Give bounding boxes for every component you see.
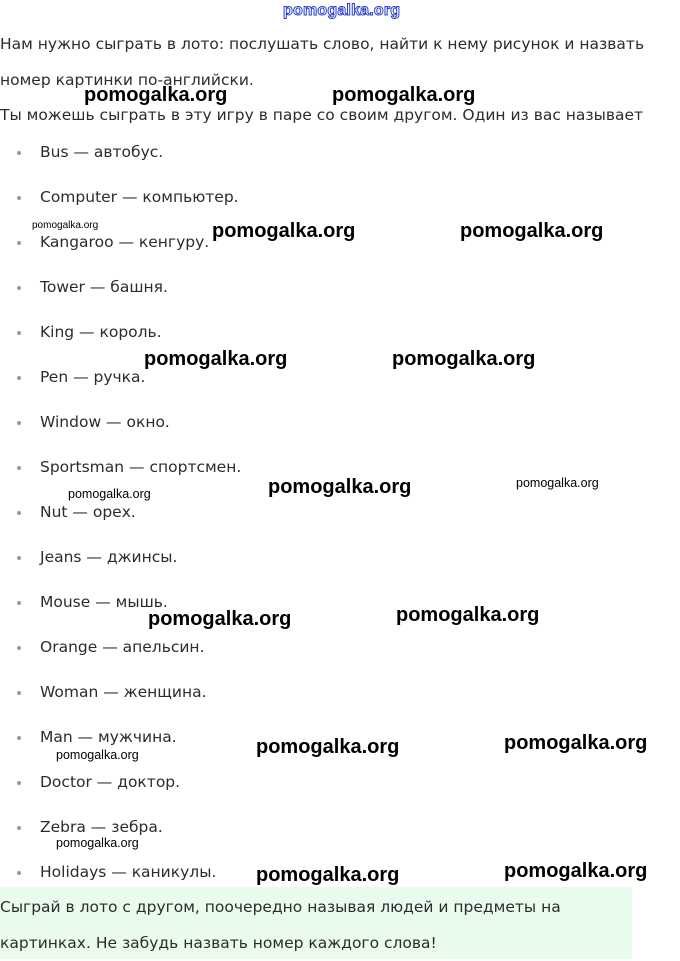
intro-paragraph: Нам нужно сыграть в лото: послушать слово, найти к нему рисунок и назвать номер картинки по-английски. [0,35,645,89]
list-item-text: Man — мужчина. [40,728,177,746]
site-watermark-header: pomogalka.org [283,2,401,19]
bullet-icon [17,556,21,560]
bullet-icon [17,871,21,875]
list-item-text: Computer — компьютер. [40,188,239,206]
watermark: pomogalka.org [392,348,536,370]
list-item-text: Pen — ручка. [40,368,146,386]
watermark: pomogalka.org [144,348,288,370]
watermark: pomogalka.org [84,84,228,106]
tip-box [0,887,632,959]
bullet-icon [17,781,21,785]
list-item-text: King — король. [40,323,162,341]
bullet-icon [17,736,21,740]
list-item-text: Sportsman — спортсмен. [40,458,242,476]
watermark: pomogalka.org [256,736,400,758]
list-item-text: Window — окно. [40,413,170,431]
list-item-text: Woman — женщина. [40,683,207,701]
watermark: pomogalka.org [56,836,139,850]
watermark: pomogalka.org [504,860,648,882]
list-item-text: Orange — апельсин. [40,638,205,656]
bullet-icon [17,241,21,245]
watermark: pomogalka.org [504,732,648,754]
bullet-icon [17,331,21,335]
list-item-text: Kangaroo — кенгуру. [40,233,210,251]
tip-text: Сыграй в лото с другом, поочередно называя людей и предметы на картинках. Не забудь назвать номер каждого слова! [0,898,561,952]
list-item-text: Doctor — доктор. [40,773,181,791]
watermark: pomogalka.org [268,476,412,498]
bullet-icon [17,421,21,425]
intro-line-partial: Ты можешь сыграть в эту игру в паре со своим другом. Один из вас называет [0,106,644,124]
watermark: pomogalka.org [68,487,151,501]
watermark: pomogalka.org [396,604,540,626]
list-item-text: Mouse — мышь. [40,593,168,611]
watermark: pomogalka.org [516,476,599,490]
bullet-icon [17,196,21,200]
bullet-icon [17,691,21,695]
list-item-text: Holidays — каникулы. [40,863,217,881]
bullet-icon [17,826,21,830]
bullet-icon [17,646,21,650]
bullet-icon [17,511,21,515]
bullet-icon [17,151,21,155]
watermark: pomogalka.org [56,748,139,762]
watermark: pomogalka.org [460,220,604,242]
watermark: pomogalka.org [32,220,99,231]
list-item-text: Bus — автобус. [40,143,164,161]
bullet-icon [17,601,21,605]
bullet-icon [17,286,21,290]
watermark: pomogalka.org [256,864,400,886]
watermark: pomogalka.org [212,220,356,242]
list-item-text: Tower — башня. [40,278,168,296]
bullet-icon [17,466,21,470]
watermark: pomogalka.org [332,84,476,106]
watermark: pomogalka.org [148,608,292,630]
list-item-text: Jeans — джинсы. [40,548,178,566]
list-item-text: Zebra — зебра. [40,818,163,836]
bullet-icon [17,376,21,380]
list-item-text: Nut — орех. [40,503,136,521]
